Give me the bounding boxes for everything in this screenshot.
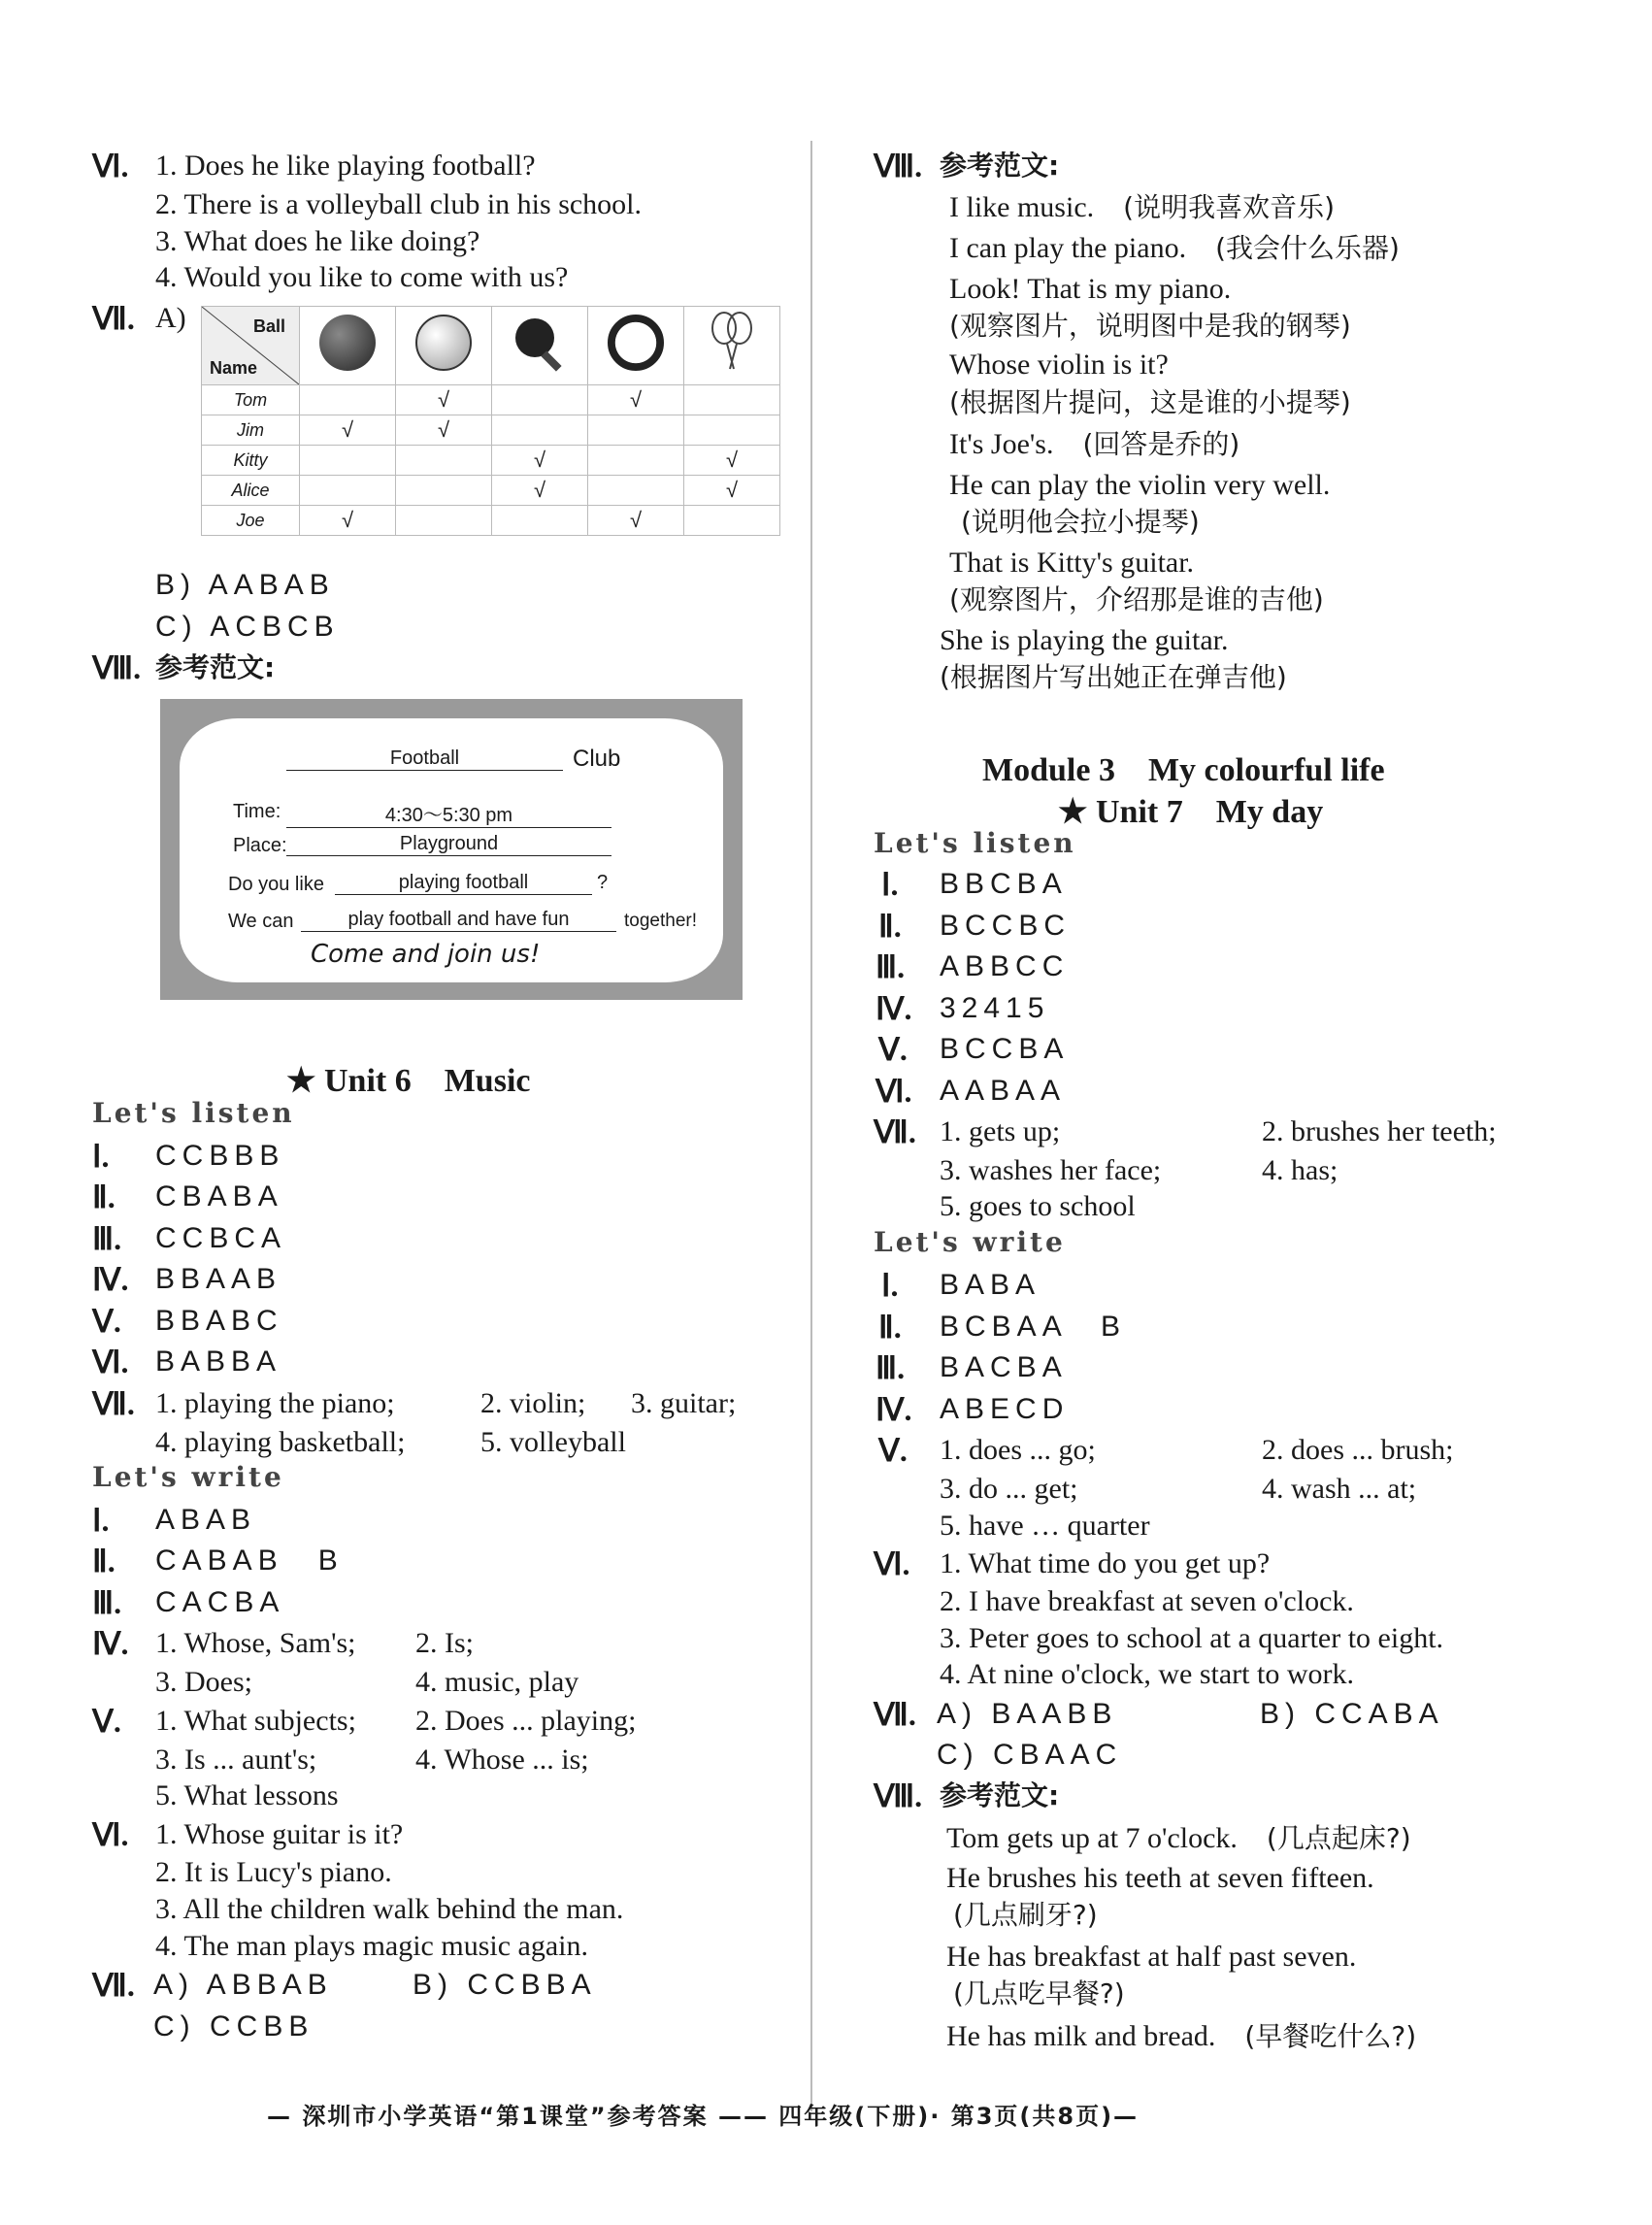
- essay-line: Tom gets up at 7 o'clock. (几点起床?): [946, 1822, 1411, 1854]
- lets-listen-label: Let's listen: [92, 1097, 295, 1129]
- answer-line: BBCBA: [940, 868, 1068, 900]
- answer-line: BABA: [940, 1269, 1041, 1301]
- answer-line: 4. The man plays magic music again.: [155, 1930, 589, 1962]
- table-header-corner: [202, 307, 300, 385]
- section-number: Ⅰ.: [92, 1139, 110, 1174]
- lets-write-label: Let's write: [874, 1226, 1066, 1258]
- club-name-fill: Football: [286, 747, 563, 771]
- answer-line: 2. I have breakfast at seven o'clock.: [940, 1585, 1354, 1617]
- row-name: Alice: [202, 476, 300, 506]
- answer-line: CBABA: [155, 1180, 283, 1212]
- answer-line: 3. All the children walk behind the man.: [155, 1893, 624, 1925]
- section-number: Ⅵ.: [876, 1074, 912, 1109]
- answer-line: 3. guitar;: [631, 1387, 737, 1419]
- section-number: Ⅰ.: [881, 1268, 899, 1303]
- table-cell: √: [684, 446, 780, 476]
- section-number: Ⅷ.: [874, 1778, 923, 1813]
- section-number: Ⅲ.: [876, 1350, 906, 1385]
- answer-line: A) BAABB: [937, 1698, 1118, 1730]
- essay-note: (观察图片，介绍那是谁的吉他): [949, 583, 1324, 615]
- answer-line: B) CCABA: [1260, 1698, 1444, 1730]
- essay-line: He has milk and bread. (早餐吃什么?): [946, 2020, 1417, 2052]
- wecan-fill: play football and have fun: [301, 909, 616, 932]
- answer-line: 3. Does;: [155, 1666, 252, 1698]
- table-cell: [684, 506, 780, 536]
- table-row: [202, 506, 780, 536]
- answer-line: 4. At nine o'clock, we start to work.: [940, 1658, 1354, 1690]
- answer-line: 4. Whose ... is;: [415, 1743, 589, 1776]
- answer-line: 4. music, play: [415, 1666, 579, 1698]
- section-number: Ⅲ.: [876, 949, 906, 984]
- answer-line: 1. does ... go;: [940, 1434, 1096, 1466]
- table-cell: √: [300, 506, 396, 536]
- basketball-icon: [300, 307, 396, 385]
- place-fill: Playground: [286, 833, 611, 856]
- section-number: Ⅱ.: [878, 909, 902, 944]
- answer-line: ABECD: [940, 1393, 1070, 1425]
- section-label: 参考范文:: [155, 651, 276, 683]
- section-number: Ⅳ.: [876, 1392, 912, 1427]
- answer-line: 4. Would you like to come with us?: [155, 261, 569, 293]
- table-cell: √: [492, 476, 588, 506]
- answer-line: 1. gets up;: [940, 1115, 1061, 1147]
- essay-line: I can play the piano. (我会什么乐器): [949, 232, 1400, 264]
- answer-line: 2. Is;: [415, 1627, 474, 1659]
- answer-line: 5. goes to school: [940, 1190, 1136, 1222]
- club-poster: [160, 699, 743, 1000]
- answer-line: 1. Whose, Sam's;: [155, 1627, 356, 1659]
- section-number: Ⅲ.: [92, 1585, 122, 1620]
- answer-line: CACBA: [155, 1586, 285, 1618]
- section-number: Ⅱ.: [92, 1544, 116, 1578]
- answer-line: BCBAA B: [940, 1311, 1127, 1343]
- table-cell: [300, 446, 396, 476]
- table-cell: [396, 476, 492, 506]
- volleyball-icon: [396, 307, 492, 385]
- section-number: Ⅴ.: [878, 1032, 908, 1067]
- table-cell: √: [684, 476, 780, 506]
- question-mark: ?: [597, 872, 609, 893]
- answer-line: BACBA: [940, 1351, 1068, 1383]
- answer-line: BBABC: [155, 1305, 283, 1337]
- section-number: Ⅵ.: [874, 1546, 910, 1581]
- lets-write-label: Let's write: [92, 1461, 284, 1493]
- answer-line: 1. What subjects;: [155, 1705, 356, 1737]
- answer-line: 1. Whose guitar is it?: [155, 1818, 404, 1850]
- answer-line: 5. have … quarter: [940, 1510, 1150, 1542]
- table-cell: [588, 415, 684, 446]
- essay-line: That is Kitty's guitar.: [949, 547, 1195, 579]
- header-name: Name: [210, 358, 258, 378]
- table-cell: √: [492, 446, 588, 476]
- answer-line: CCBCA: [155, 1222, 287, 1254]
- table-cell: [492, 415, 588, 446]
- answer-line: BBAAB: [155, 1263, 282, 1295]
- time-label: Time:: [233, 801, 281, 822]
- table-cell: [588, 476, 684, 506]
- answer-line: C) CCBB: [153, 2010, 314, 2042]
- ping-pong-icon: [492, 307, 588, 385]
- answer-line: B) CCBBA: [413, 1969, 597, 2001]
- place-label: Place:: [233, 835, 287, 856]
- answer-line: BCCBC: [940, 910, 1072, 942]
- time-fill: 4:30～5:30 pm: [286, 799, 611, 828]
- essay-note: (观察图片，说明图中是我的钢琴): [949, 310, 1351, 342]
- answer-line: 2. does ... brush;: [1262, 1434, 1454, 1466]
- answer-line: 3. Peter goes to school at a quarter to eight.: [940, 1622, 1444, 1654]
- answer-line: 1. Does he like playing football?: [155, 149, 536, 182]
- table-cell: √: [300, 415, 396, 446]
- essay-note: (根据图片写出她正在弹吉他): [940, 661, 1287, 693]
- section-number: Ⅵ.: [92, 1345, 129, 1379]
- wecan-label: We can: [228, 911, 294, 932]
- lets-listen-label: Let's listen: [874, 827, 1076, 859]
- badminton-icon: [684, 307, 780, 385]
- answer-line: CABAB B: [155, 1544, 344, 1577]
- doyou-label: Do you like: [228, 874, 324, 895]
- essay-line: It's Joe's. (回答是乔的): [949, 428, 1240, 460]
- table-cell: [588, 446, 684, 476]
- answer-line: 32415: [940, 992, 1050, 1024]
- section-number: Ⅰ.: [881, 867, 899, 902]
- unit-title: ★ Unit 6 Music: [286, 1063, 531, 1099]
- answer-line: 2. violin;: [480, 1387, 586, 1419]
- table-cell: [492, 506, 588, 536]
- section-number: Ⅰ.: [92, 1503, 110, 1538]
- row-name: Tom: [202, 385, 300, 415]
- together-label: together!: [624, 911, 697, 931]
- essay-line: She is playing the guitar.: [940, 624, 1229, 656]
- section-number: Ⅵ.: [92, 149, 129, 183]
- answer-line: 4. playing basketball;: [155, 1426, 406, 1458]
- section-number: Ⅴ.: [92, 1304, 121, 1339]
- essay-note: (根据图片提问，这是谁的小提琴): [949, 386, 1351, 418]
- table-cell: [396, 506, 492, 536]
- answer-line: 2. brushes her teeth;: [1262, 1115, 1497, 1147]
- part-label: A): [155, 302, 186, 334]
- answer-line: AABAA: [940, 1075, 1067, 1107]
- table-cell: [300, 385, 396, 415]
- row-name: Kitty: [202, 446, 300, 476]
- section-number: Ⅶ.: [874, 1697, 916, 1732]
- answer-line: 3. What does he like doing?: [155, 225, 480, 257]
- come-join: Come and join us!: [311, 940, 541, 969]
- answer-line: ABBCC: [940, 950, 1070, 982]
- section-label: 参考范文:: [940, 1779, 1060, 1811]
- essay-line: I like music. (说明我喜欢音乐): [949, 191, 1335, 223]
- answer-line: BCCBA: [940, 1033, 1070, 1065]
- section-label: 参考范文:: [940, 149, 1060, 182]
- table-cell: √: [588, 385, 684, 415]
- table-row: [202, 415, 780, 446]
- answer-line: 3. do ... get;: [940, 1473, 1078, 1505]
- section-number: Ⅱ.: [878, 1310, 902, 1345]
- section-number: Ⅶ.: [92, 301, 135, 336]
- section-number: Ⅴ.: [92, 1704, 121, 1739]
- essay-line: Whose violin is it?: [949, 349, 1169, 381]
- row-name: Jim: [202, 415, 300, 446]
- table-cell: [684, 415, 780, 446]
- answer-line: 1. What time do you get up?: [940, 1547, 1271, 1579]
- ball-table: [201, 306, 780, 536]
- table-cell: √: [588, 506, 684, 536]
- header-ball: Ball: [252, 316, 285, 336]
- table-row: [202, 385, 780, 415]
- section-number: Ⅲ.: [92, 1221, 122, 1256]
- section-number: Ⅴ.: [878, 1433, 908, 1468]
- section-number: Ⅳ.: [92, 1626, 129, 1661]
- answer-line: 5. volleyball: [480, 1426, 626, 1458]
- answer-line: BABBA: [155, 1345, 282, 1378]
- answer-line: CCBBB: [155, 1140, 285, 1172]
- answer-line: 3. Is ... aunt's;: [155, 1743, 317, 1776]
- section-number: Ⅶ.: [92, 1968, 135, 2003]
- essay-note: (几点吃早餐?): [953, 1977, 1125, 2009]
- answer-line: 5. What lessons: [155, 1779, 339, 1811]
- answer-line: 4. wash ... at;: [1262, 1473, 1417, 1505]
- essay-note: (说明他会拉小提琴): [961, 506, 1200, 538]
- answer-line: 4. has;: [1262, 1154, 1338, 1186]
- row-name: Joe: [202, 506, 300, 536]
- essay-line: He can play the violin very well.: [949, 469, 1331, 501]
- table-row: [202, 446, 780, 476]
- section-number: Ⅵ.: [92, 1817, 129, 1852]
- section-number: Ⅳ.: [876, 991, 912, 1026]
- answer-line: 1. playing the piano;: [155, 1387, 395, 1419]
- table-cell: √: [396, 415, 492, 446]
- answer-line: ABAB: [155, 1504, 257, 1536]
- section-number: Ⅱ.: [92, 1179, 116, 1214]
- doyou-fill: playing football: [335, 872, 592, 895]
- answer-line: 2. It is Lucy's piano.: [155, 1856, 392, 1888]
- table-cell: [684, 385, 780, 415]
- answer-line: 2. Does ... playing;: [415, 1705, 637, 1737]
- football-icon: [588, 307, 684, 385]
- table-cell: √: [396, 385, 492, 415]
- table-row: [202, 476, 780, 506]
- essay-line: Look! That is my piano.: [949, 273, 1232, 305]
- answer-line: 3. washes her face;: [940, 1154, 1162, 1186]
- section-number: Ⅷ.: [92, 650, 142, 685]
- club-label: Club: [573, 746, 621, 772]
- answer-line: C) ACBCB: [155, 611, 340, 643]
- section-number: Ⅳ.: [92, 1262, 129, 1297]
- section-number: Ⅷ.: [874, 149, 923, 183]
- answer-line: B) AABAB: [155, 569, 335, 601]
- table-cell: [492, 385, 588, 415]
- page-footer: — 深圳市小学英语“第1课堂”参考答案 —— 四年级(下册)· 第3页(共8页)—: [267, 2103, 1140, 2130]
- essay-note: (几点刷牙?): [953, 1899, 1098, 1931]
- unit-title: ★ Unit 7 My day: [1058, 794, 1324, 830]
- section-number: Ⅶ.: [874, 1114, 916, 1149]
- answer-line: 2. There is a volleyball club in his school.: [155, 188, 643, 220]
- essay-line: He has breakfast at half past seven.: [946, 1941, 1357, 1973]
- module-title: Module 3 My colourful life: [982, 752, 1385, 788]
- essay-line: He brushes his teeth at seven fifteen.: [946, 1862, 1374, 1894]
- table-cell: [396, 446, 492, 476]
- table-cell: [300, 476, 396, 506]
- column-divider: [810, 141, 812, 2111]
- section-number: Ⅶ.: [92, 1386, 135, 1421]
- answer-line: A) ABBAB: [153, 1969, 333, 2001]
- answer-line: C) CBAAC: [937, 1739, 1123, 1771]
